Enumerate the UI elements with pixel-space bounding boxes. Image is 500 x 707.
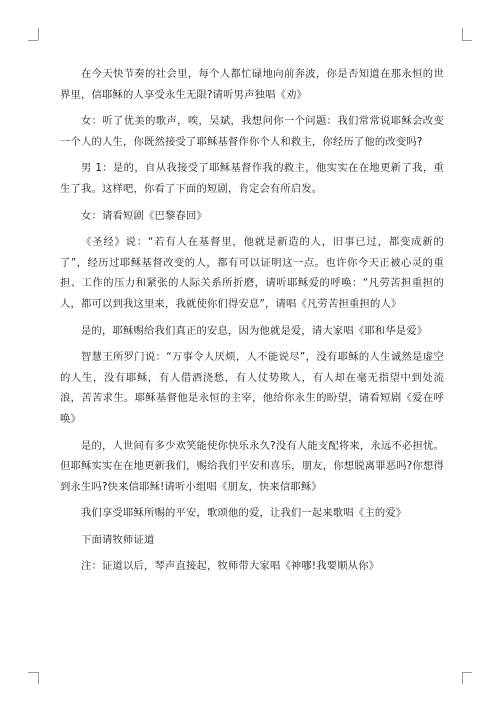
document-page — [60, 64, 444, 583]
paragraph-7: 智慧王所罗门说：“万事令人厌烦，人不能说尽”，没有耶稣的人生诚然是虚空的人生，没有耶稣，有人借酒浇愁，有人仗势欺人，有人却在毫无指望中到处流浪，苦苦求生。耶稣基督他是永恒的主宰，他给你永生的盼望，请看短剧《爱在呼唤》 — [60, 351, 444, 425]
paragraph-6: 是的，耶稣赐给我们真正的安息，因为他就是爱，请大家唱《耶和华是爱》 — [81, 324, 428, 337]
crop-mark-bottom-left-h — [28, 672, 38, 673]
crop-mark-top-right-h — [462, 40, 472, 41]
crop-mark-top-left-v — [38, 28, 39, 40]
paragraph-2: 女：听了优美的歌声，唉，吴斌，我想问你一个问题：我们常常说耶稣会改变一个人的人生，你既然接受了耶稣基督作你个人和救主，你经历了他的改变吗? — [60, 115, 444, 148]
crop-mark-bottom-right-v — [462, 672, 463, 684]
paragraph-4: 女：请看短剧《巴黎春回》 — [81, 209, 207, 222]
paragraph-9: 我们享受耶稣所赐的平安，歌颂他的爱，让我们一起来歌唱《主的爱》 — [81, 507, 407, 520]
crop-mark-bottom-left-v — [38, 672, 39, 684]
paragraph-5: 《圣经》说：“若有人在基督里，他就是新造的人，旧事已过，都变成新的了”，经历过耶稣基督改变的人，都有可以证明这一点。也许你今天正被心灵的重担、工作的压力和紧张的人际关系所折磨，请听耶稣爱的呼唤：“凡劳苦担重担的人，都可以到我这里来，我就使你们得安息”，请唱《凡劳苦担重担的人》 — [60, 236, 444, 310]
paragraph-1: 在今天快节奏的社会里，每个人都忙碌地向前奔波，你是否知道在那永恒的世界里，信耶稣的人享受永生无限?请听男声独唱《劝》 — [60, 68, 444, 101]
crop-mark-bottom-right-h — [462, 672, 472, 673]
paragraph-11: 注：证道以后，琴声直接起，牧师带大家唱《神哪!我要顺从你》 — [81, 560, 380, 573]
crop-mark-top-left-h — [28, 40, 38, 41]
paragraph-3: 男 1：是的，自从我接受了耶稣基督作我的救主，他实实在在地更新了我，重生了我。这样吧，你看了下面的短剧，肯定会有所启发。 — [60, 162, 444, 195]
crop-mark-top-right-v — [462, 28, 463, 40]
paragraph-10: 下面请牧师证道 — [81, 533, 155, 546]
paragraph-8: 是的，人世间有多少欢笑能使你快乐永久?没有人能支配将来，永远不必担忧。但耶稣实实在在地更新我们，赐给我们平安和喜乐，朋友，你想脱离罪恶吗?你想得到永生吗?快来信耶稣!请听小组唱《朋友，快来信耶稣》 — [60, 439, 444, 493]
